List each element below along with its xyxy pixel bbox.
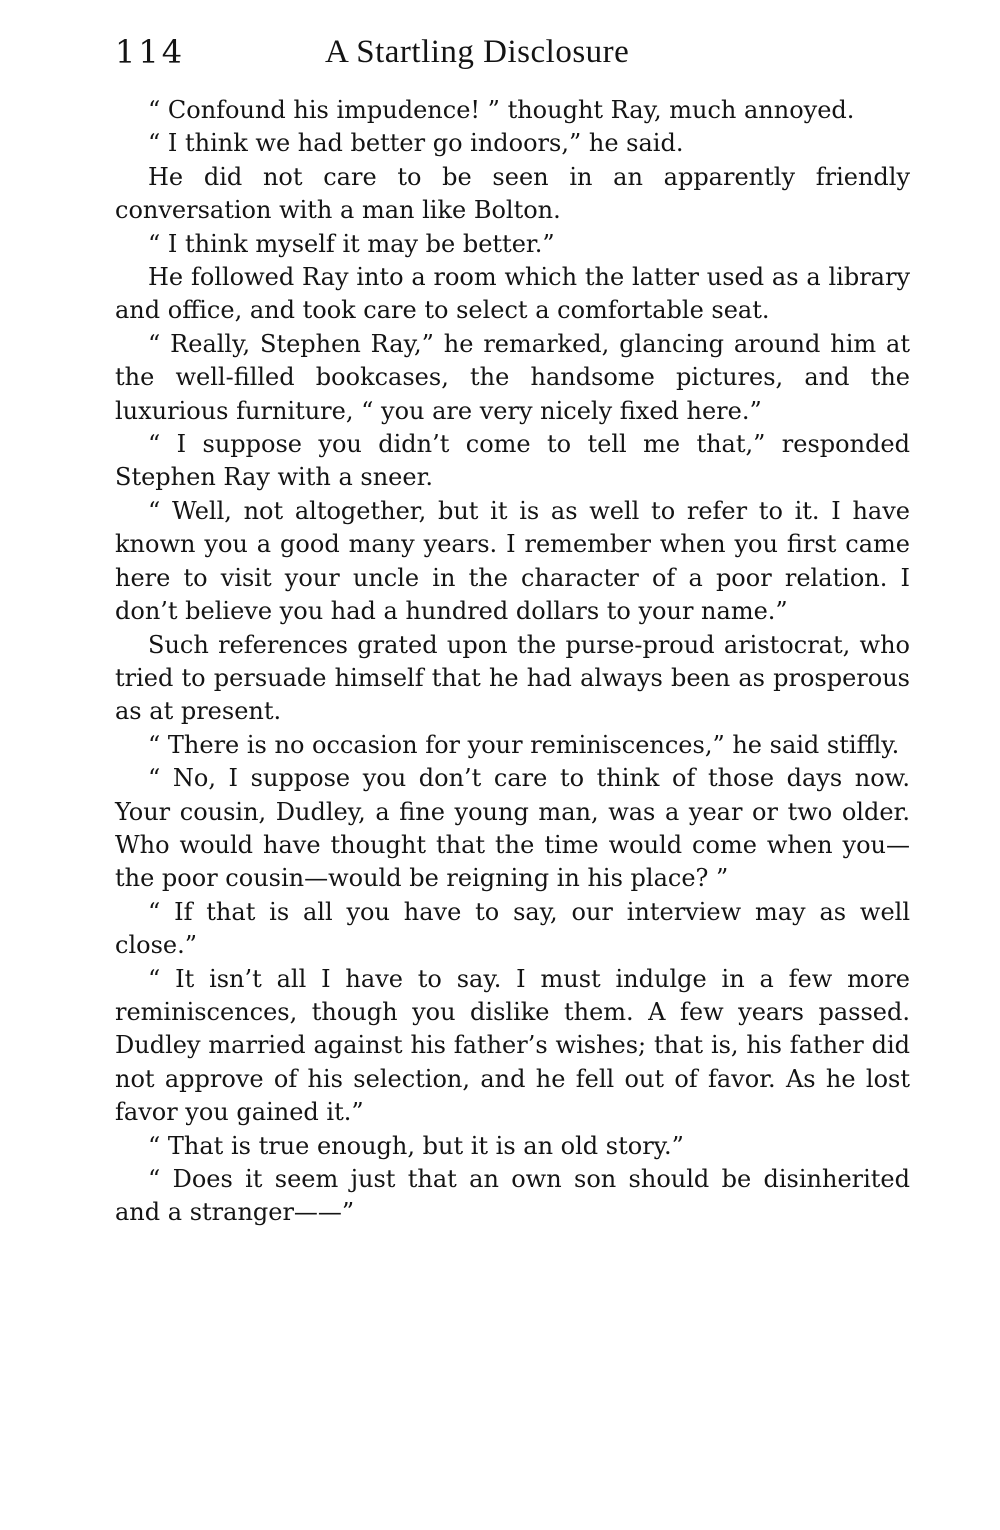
paragraph: “ There is no occasion for your reminiscences,” he said stiffly. [148,730,900,759]
page-header [115,24,910,80]
paragraph: “ I think myself it may be better.” [148,229,555,258]
paragraph: “ That is true enough, but it is an old story.” [148,1131,684,1160]
paragraph: “ Really, Stephen Ray,” he remarked, glancing around him at the well-filled bookcases, the handsome pictures, and the luxurious furniture, “ you are very nicely fixed here.” [115,329,910,425]
paragraph: Such references grated upon the purse-proud aristocrat, who tried to persuade himself that he had always been as prosperous as at present. [115,630,910,726]
paragraph: “ Confound his impudence! ” thought Ray, much annoyed. [148,96,855,124]
paragraph: “ Well, not altogether, but it is as well to refer to it. I have known you a good many years. I remember when you first came here to visit your uncle in the character of a poor relation. I don’t believe you had a hundred dollars to your name.” [115,496,910,626]
running-title: A Startling Disclosure [325,34,630,70]
paragraph: He followed Ray into a room which the latter used as a library and office, and took care to select a comfortable seat. [115,263,910,325]
paragraph: “ If that is all you have to say, our interview may as well close.” [115,897,910,960]
paragraph: “ I think we had better go indoors,” he said. [148,129,684,158]
paragraph: “ No, I suppose you don’t care to think of those days now. Your cousin, Dudley, a fine young man, was a year or two older. Who would have thought that the time would come when you—the poor cousin—would be reigning in his place? ” [115,764,910,893]
body-text [115,94,910,1230]
paragraph: “ Does it seem just that an own son should be disinherited and a stranger——” [115,1165,910,1227]
paragraph: He did not care to be seen in an apparently friendly conversation with a man like Bolton. [115,162,910,225]
page-number: 114 [115,33,186,71]
paragraph: “ I suppose you didn’t come to tell me that,” responded Stephen Ray with a sneer. [115,430,910,492]
paragraph: “ It isn’t all I have to say. I must indulge in a few more reminiscences, though you dislike them. A few years passed. Dudley married against his father’s wishes; that is, his father did not approve of his selection, and he fell out of favor. As he lost favor you gained it.” [115,964,910,1127]
